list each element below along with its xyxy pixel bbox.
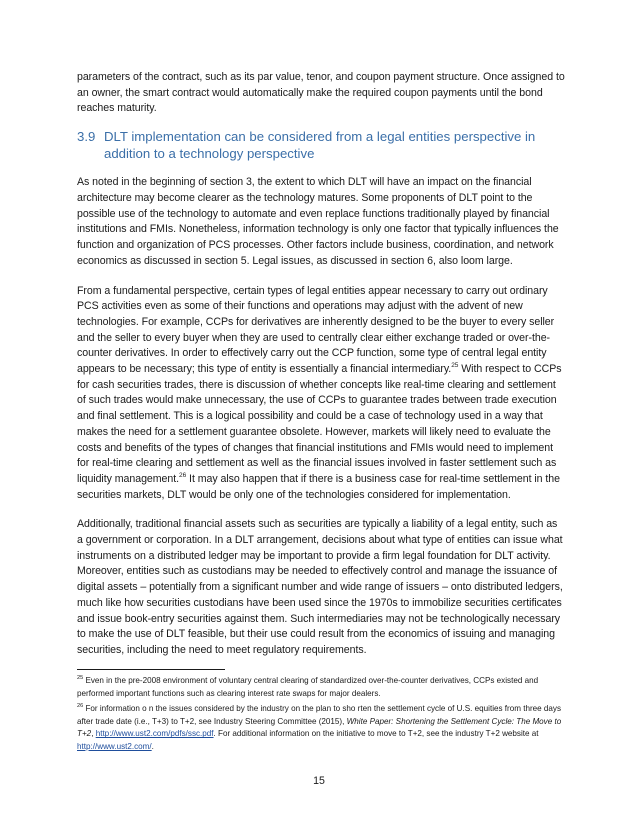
paragraph-2 xyxy=(77,284,565,504)
footnote-26-text-d: . xyxy=(151,741,154,751)
paragraph-1: As noted in the beginning of section 3, the extent to which DLT will have an impact on the financial architecture may become clearer as the technology matures. Some proponents of DLT point to the possible use of the technology to automate and even replace functions traditionally played by financial institutions and FMIs. Nonetheless, information technology is only one factor that typically influences the function and organization of PCS processes. Other factors include business, coordination, and network economics as discussed in section 5. Legal issues, as discussed in section 6, also loom large. xyxy=(77,176,559,267)
ust2-website-link[interactable]: http://www.ust2.com/ xyxy=(77,741,152,751)
footnote-26-text-c: . For additional information on the initiative to move to T+2, see the industry T+2 website at xyxy=(213,729,539,739)
footnote-26-number: 26 xyxy=(77,703,84,710)
footnote-25-text: Even in the pre-2008 environment of voluntary central clearing of standardized over-the-counter derivatives, CCPs existed and performed important functions such as clearing interest rate swaps for major dealers. xyxy=(77,676,539,698)
page-number: 15 xyxy=(313,775,325,787)
section-heading xyxy=(77,129,565,162)
section-number: 3.9 xyxy=(77,129,96,145)
intro-paragraph: parameters of the contract, such as its par value, tenor, and coupon payment structure. Once assigned to an owner, the smart contract would automatically make the required coupon payments until the bond reaches maturity. xyxy=(77,71,565,115)
footnote-26-text-b: , xyxy=(91,729,96,739)
footnote-26 xyxy=(77,703,565,753)
footnote-26-text-a: For information o n the issues considered by the industry on the plan to sho rten the settlement cycle of U.S. equities from three days after trade date (i.e., T+3) to T+2, see Industry Steering Committee (2015), xyxy=(77,704,562,726)
footnote-25-number: 25 xyxy=(77,675,84,681)
ssc-pdf-link[interactable]: http://www.ust2.com/pdfs/ssc.pdf xyxy=(95,729,214,739)
footnote-divider xyxy=(77,669,225,670)
footnote-ref-26[interactable]: 26 xyxy=(179,471,187,479)
paragraph-2-part-a: From a fundamental perspective, certain types of legal entities appear necessary to carry out ordinary PCS activities even as some of their functions and operations may adjust with the advent of new technologies. For example, CCPs for derivatives are inherently designed to be the buyer to every seller and the seller to every buyer when they are used to centrally clear either exchange traded or over-the-counter derivatives. In order to effectively carry out the CCP function, some type of central legal entity appears to be necessary; this type of entity is essentially a financial intermediary. xyxy=(77,284,555,376)
paragraph-3: Additionally, traditional financial assets such as securities are typically a liability of a legal entity, such as a government or corporation. In a DLT arrangement, decisions about what type of entities can issue what instruments on a distributed ledger may be important to provide a firm legal foundation for DLT activity. Moreover, entities such as custodians may be needed to effectively control and manage the issuance of digital assets – potentially from a significant number and wide range of issuers – onto distributed ledgers, much like how securities custodians have been used since the 1970s to immobilize securities certificates and issue book-entry securities against them. Such intermediaries may not be technologically necessary to make the use of DLT feasible, but their use could result from the economics of issuing and managing securities, including the need to meet regulatory requirements. xyxy=(77,518,563,656)
section-title: DLT implementation can be considered from a legal entities perspective in addition to a technology perspective xyxy=(104,129,536,161)
footnote-26-title: White Paper: Shortening the Settlement Cycle: The Move to T+2 xyxy=(77,716,562,739)
footnotes-section xyxy=(77,675,565,757)
footnote-ref-25[interactable]: 25 xyxy=(451,362,459,370)
document-body xyxy=(77,70,565,673)
paragraph-2-part-c: It may also happen that if there is a business case for real-time settlement in the securities markets, DLT would be only one of the technologies considered for implementation. xyxy=(77,472,560,501)
footnote-25 xyxy=(77,675,565,700)
paragraph-2-part-b: With respect to CCPs for cash securities trades, there is discussion of whether concepts like real-time clearing and settlement of such trades would make unnecessary, the use of CCPs to guarantee trades between trade execution and final settlement. This is a logical possibility and could be a case of technology used in a way that makes the need for a settlement guarantee obsolete. However, markets will likely need to evaluate the costs and benefits of the types of changes that financial institutions and FMIs would need to implement for real-time clearing and settlement as well as the financial issues involved in faster settlement such as liquidity management. xyxy=(77,363,562,485)
